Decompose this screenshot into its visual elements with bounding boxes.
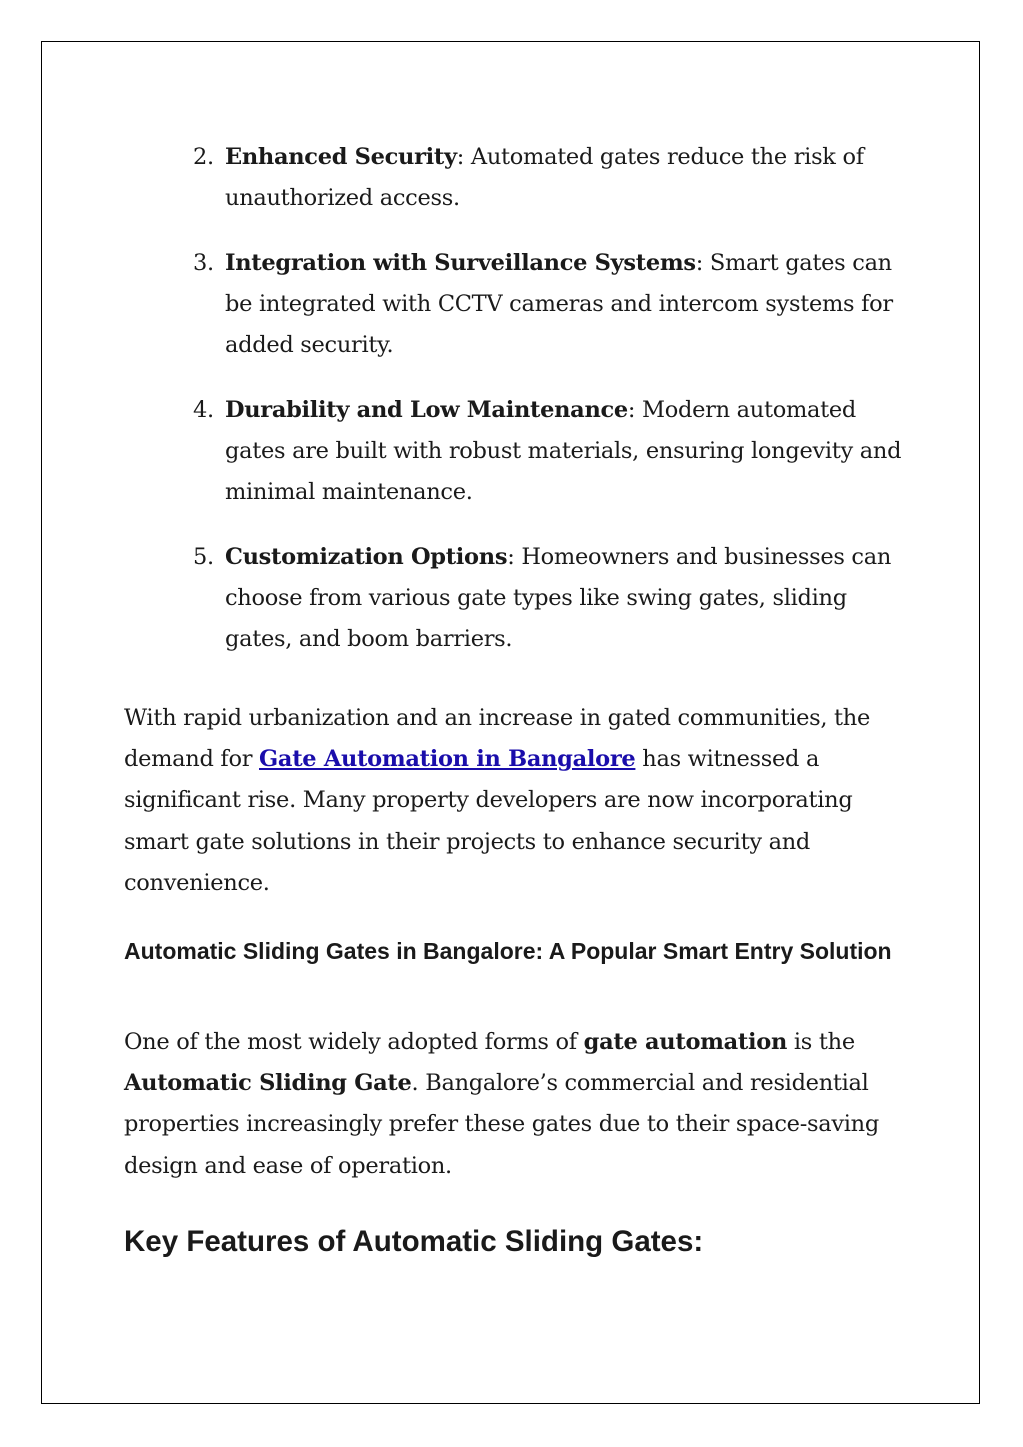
list-item-title: Customization Options — [225, 544, 508, 570]
bold-text: Automatic Sliding Gate — [124, 1070, 412, 1097]
list-item-text: : Automated gates reduce the risk of unauthorized access. — [225, 144, 864, 211]
list-item-text: : Modern automated gates are built with robust materials, ensuring longevity and minimal maintenance. — [225, 397, 902, 505]
paragraph-text: . Bangalore’s commercial and residential properties increasingly prefer these gates due to their space-saving design and ease of operation. — [124, 1070, 879, 1179]
benefits-list — [124, 137, 904, 684]
list-number: 2. — [193, 144, 214, 170]
paragraph-text: With rapid urbanization and an increase in gated communities, the demand for — [124, 705, 871, 773]
section-heading: Automatic Sliding Gates in Bangalore: A Popular Smart Entry Solution — [124, 938, 892, 964]
list-number: 5. — [193, 544, 214, 570]
list-item-text: : Homeowners and businesses can choose from various gate types like swing gates, sliding gates, and boom barriers. — [225, 544, 892, 652]
paragraph-text: One of the most widely adopted forms of — [124, 1029, 584, 1055]
bold-text: gate automation — [583, 1029, 788, 1055]
list-item-title: Durability and Low Maintenance — [225, 397, 628, 423]
list-item — [124, 137, 904, 219]
paragraph-text: has witnessed a significant rise. Many property developers are now incorporating smart gate solutions in their projects to enhance security and convenience. — [124, 746, 853, 896]
list-item — [124, 243, 904, 366]
paragraph-urbanization — [124, 698, 904, 904]
list-item — [124, 390, 904, 513]
list-number: 3. — [193, 250, 214, 276]
gate-automation-link[interactable]: Gate Automation in Bangalore — [259, 746, 636, 773]
paragraph-text: is the — [787, 1029, 855, 1055]
list-number: 4. — [193, 397, 214, 423]
list-item-title: Integration with Surveillance Systems — [225, 250, 696, 276]
list-item — [124, 537, 904, 660]
page-frame — [41, 41, 980, 1404]
key-features-heading: Key Features of Automatic Sliding Gates: — [124, 1225, 704, 1258]
paragraph-sliding-gate — [124, 1022, 904, 1187]
list-item-title: Enhanced Security — [225, 144, 457, 170]
list-item-text: : Smart gates can be integrated with CCTV cameras and intercom systems for added security. — [225, 250, 893, 358]
